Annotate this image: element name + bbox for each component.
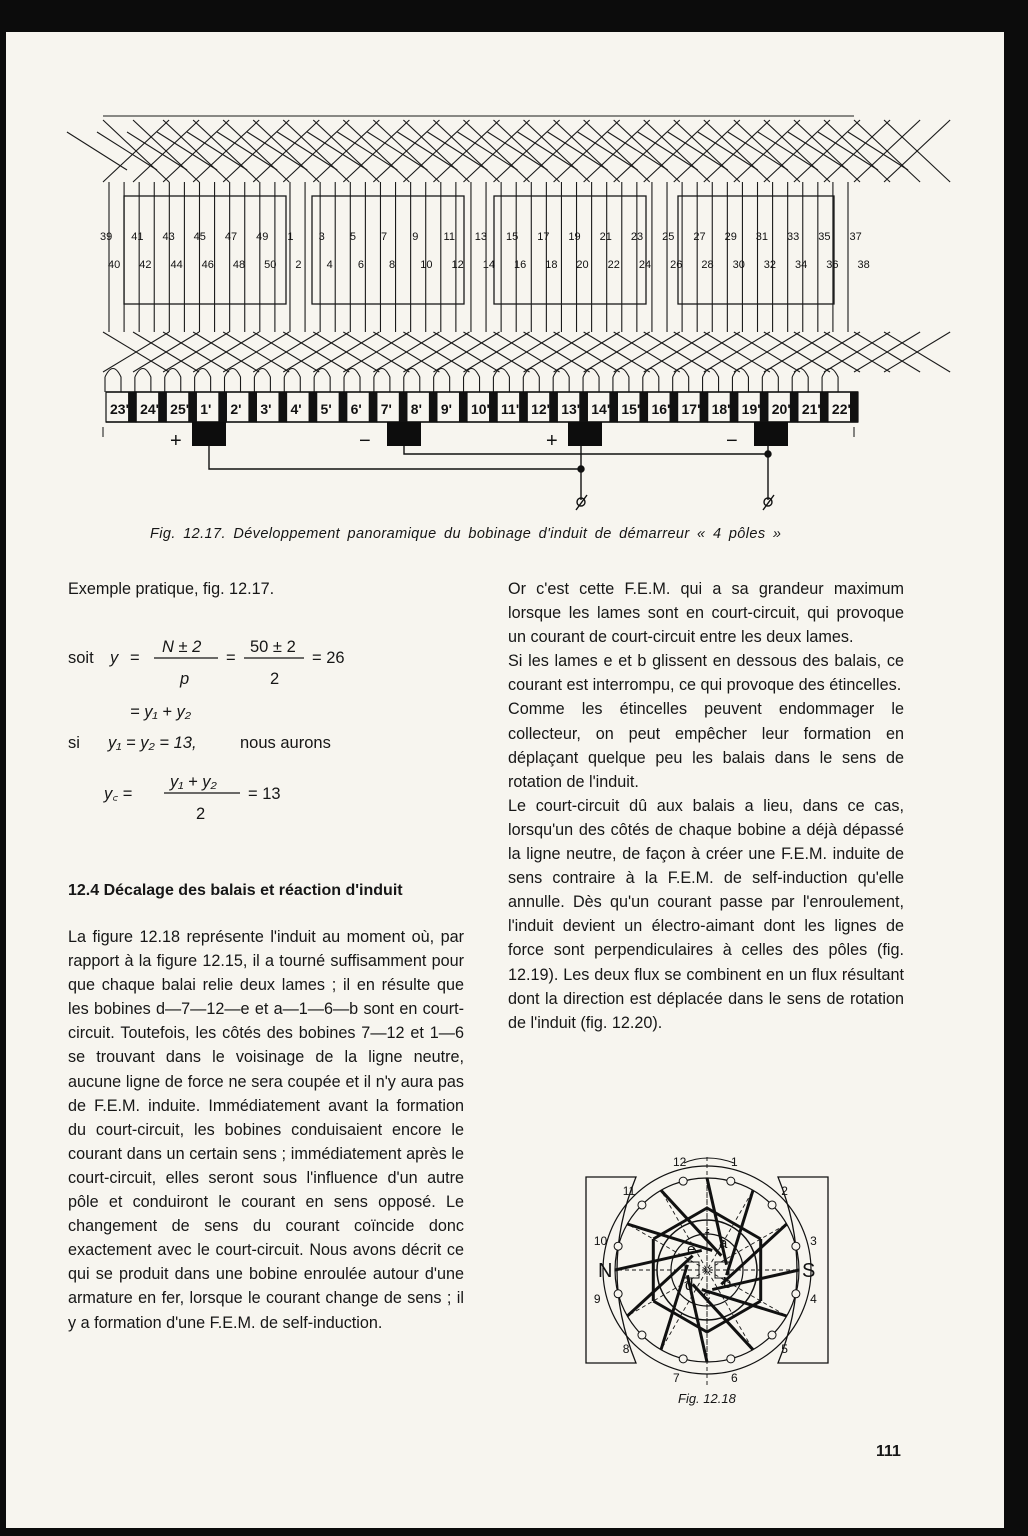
conductor-number: 2 xyxy=(781,1183,788,1198)
slot-number: 10 xyxy=(420,259,433,271)
formula-y: y xyxy=(110,649,119,667)
formula-line2: = y₁ + y₂ xyxy=(130,703,192,721)
slot-number: 38 xyxy=(857,259,870,271)
segment-letter: e xyxy=(687,1241,696,1258)
conductor-marker xyxy=(614,1242,622,1250)
formula-den3: 2 xyxy=(196,805,206,823)
slot-number: 28 xyxy=(701,259,714,271)
page-number: 111 xyxy=(876,1443,901,1460)
right-paragraph-2: Si les lames e et b glissent en dessous des balais, ce courant est interrompu, ce qui provoque des étincelles. xyxy=(508,652,904,695)
formula-den1: p xyxy=(180,670,190,688)
right-paragraph-1: Or c'est cette F.E.M. qui a sa grandeur maximum lorsque les lames sont en court-circuit, qui provoque un courant de court-circuit entre les deux lames. xyxy=(508,580,904,647)
conductor-number: 11 xyxy=(622,1183,636,1198)
slot-number: 44 xyxy=(170,259,183,271)
conductor-marker xyxy=(727,1177,735,1185)
commutator-segment-label: 5' xyxy=(320,401,332,417)
slot-number: 23 xyxy=(630,231,644,243)
figure-caption: Fig. 12.17. Développement panoramique du bobinage d'induit de démarreur « 4 pôles » xyxy=(150,526,782,542)
conductor-marker xyxy=(768,1331,776,1339)
slot-number: 17 xyxy=(537,231,550,243)
slot-number: 45 xyxy=(193,231,206,243)
commutator-segment-label: 22' xyxy=(831,401,851,417)
slot-number: 4 xyxy=(326,259,333,271)
conductor-marker xyxy=(638,1331,646,1339)
commutator-segment-label: 13' xyxy=(561,401,581,417)
conductor-marker xyxy=(614,1290,622,1298)
brush xyxy=(192,422,226,446)
commutator-segment-label: 18' xyxy=(711,401,731,417)
formula-result3: = 13 xyxy=(248,785,281,803)
slot-number: 12 xyxy=(451,259,464,271)
slot-number: 46 xyxy=(201,259,214,271)
conductor-marker xyxy=(727,1355,735,1363)
slot-number: 40 xyxy=(108,259,121,271)
slot-number: 21 xyxy=(599,231,612,243)
slot-number: 48 xyxy=(232,259,246,271)
north-pole-label: N xyxy=(598,1260,613,1282)
conductor-marker xyxy=(792,1242,800,1250)
commutator-segment-label: 19' xyxy=(741,401,761,417)
segment-letter: a xyxy=(719,1235,728,1252)
formula-yc: y꜀ = xyxy=(104,785,133,803)
commutator-segment-label: 9' xyxy=(440,401,453,417)
brush-polarity-sign: + xyxy=(170,430,182,452)
conductor-number: 1 xyxy=(730,1154,738,1169)
conductor-number: 6 xyxy=(730,1371,738,1386)
slot-number: 31 xyxy=(755,231,769,243)
slot-number: 39 xyxy=(100,231,113,243)
conductor-number: 4 xyxy=(810,1291,817,1306)
formula-num1: N ± 2 xyxy=(162,638,202,656)
winding-lines xyxy=(67,116,950,392)
conductor-number: 9 xyxy=(593,1291,601,1306)
segment-letter: d xyxy=(685,1277,694,1294)
conductor-number: 3 xyxy=(810,1234,817,1249)
formula-line3b: nous aurons xyxy=(240,734,331,752)
brush-wiring xyxy=(209,446,774,510)
slot-number: 33 xyxy=(787,231,800,243)
commutator-segment-label: 25' xyxy=(170,401,190,417)
commutator-segment-label: 14' xyxy=(591,401,611,417)
right-paragraph-3: Comme les étincelles peuvent endommager le collecteur, on peut empêcher leur formation en déplaçant quelque peu les balais dans le sens de rotation de l'induit. xyxy=(508,700,904,791)
slot-number: 30 xyxy=(732,259,745,271)
right-column xyxy=(508,577,904,1035)
example-label: Exemple pratique, fig. 12.17. xyxy=(68,580,275,598)
formula-eq1: = xyxy=(130,649,140,667)
formula-soit: soit xyxy=(68,649,94,667)
commutator-segment-label: 1' xyxy=(200,401,212,417)
slot-number: 19 xyxy=(568,231,581,243)
slot-number: 11 xyxy=(443,231,455,243)
slot-number: 2 xyxy=(295,259,302,271)
south-pole-label: S xyxy=(802,1260,816,1282)
slot-number: 14 xyxy=(482,259,495,271)
conductor-marker xyxy=(679,1177,687,1185)
slot-number: 22 xyxy=(607,259,620,271)
slot-number: 35 xyxy=(818,231,831,243)
formula-den2: 2 xyxy=(270,670,280,688)
left-column xyxy=(68,577,464,1335)
formula-block xyxy=(68,605,464,825)
commutator-segment-label: 4' xyxy=(290,401,302,417)
slot-number: 8 xyxy=(389,259,396,271)
commutator-segment-label: 16' xyxy=(651,401,671,417)
commutator-segment-label: 17' xyxy=(681,401,701,417)
section-heading: 12.4 Décalage des balais et réaction d'induit xyxy=(68,882,403,899)
commutator-segment-label: 23' xyxy=(110,401,129,417)
figure-12-18-caption: Fig. 12.18 xyxy=(678,1391,736,1406)
commutator-segment-label: 2' xyxy=(230,401,242,417)
formula-line3a: y₁ = y₂ = 13, xyxy=(108,734,197,752)
slot-number: 50 xyxy=(264,259,277,271)
commutator-segment-label: 12' xyxy=(531,401,551,417)
slot-number: 29 xyxy=(724,231,737,243)
conductor-number: 7 xyxy=(673,1371,680,1386)
slot-number: 27 xyxy=(693,231,706,243)
winding-diagram xyxy=(6,32,1004,522)
slot-number: 3 xyxy=(318,231,325,243)
formula-eq2: = xyxy=(226,649,236,667)
commutator-segment-label: 15' xyxy=(621,401,641,417)
slot-number: 47 xyxy=(224,231,238,243)
slot-number: 7 xyxy=(381,231,388,243)
conductor-number: 10 xyxy=(593,1234,608,1249)
slot-number: 42 xyxy=(139,259,152,271)
conductor-number: 5 xyxy=(781,1342,788,1357)
slot-number-labels xyxy=(100,231,870,271)
slot-number: 25 xyxy=(662,231,675,243)
conductor-marker xyxy=(638,1201,646,1209)
commutator-segment-label: 24' xyxy=(140,401,159,417)
commutator-segment-label: 7' xyxy=(380,401,392,417)
formula-num2: 50 ± 2 xyxy=(250,638,296,656)
slot-number: 18 xyxy=(545,259,558,271)
segment-letter: f xyxy=(705,1227,710,1244)
formula-si: si xyxy=(68,734,80,752)
brushes xyxy=(170,422,788,452)
slot-number: 34 xyxy=(795,259,808,271)
conductor-marker xyxy=(679,1355,687,1363)
slot-number: 16 xyxy=(513,259,527,271)
book-page xyxy=(6,32,1004,1528)
formula-num3: y₁ + y₂ xyxy=(170,773,217,791)
slot-number: 36 xyxy=(826,259,839,271)
commutator-segment-label: 21' xyxy=(801,401,821,417)
slot-number: 49 xyxy=(256,231,269,243)
slot-number: 32 xyxy=(763,259,777,271)
segment-letter: c xyxy=(703,1287,711,1304)
left-paragraph: La figure 12.18 représente l'induit au moment où, par rapport à la figure 12.15, il a tourné suffisamment pour que chaque balai relie deux lames ; il en résulte que les bobines d—7—12—e et a—1—6—b sont en court-circuit. Toutefois, les côtés des bobines 7—12 et 1—6 se trouvant dans le voisinage de la ligne neutre, aucune ligne de force ne sera coupée et il n'y aura pas de F.E.M. induite. Immédiatement avant la formation du court-circuit, les bobines conduisaient encore le courant dans un certain sens ; immédiatement après le court-circuit, elles seront sous l'influence d'un autre pôle et conduiront le courant en sens opposé. Le changement de sens du courant coïncide donc exactement avec le court-circuit. Nous avons décrit ce qui se produit dans une bobine enroulée autour d'une armature en fer, lorsque le courant change de sens ; il y a formation d'une F.E.M. de self-induction. xyxy=(68,928,464,1332)
slot-number: 13 xyxy=(474,231,487,243)
slot-number: 6 xyxy=(357,259,364,271)
slot-number: 5 xyxy=(349,231,356,243)
slot-number: 43 xyxy=(162,231,175,243)
conductor-marker xyxy=(768,1201,776,1209)
conductor-marker xyxy=(792,1290,800,1298)
commutator-segment-label: 20' xyxy=(771,401,791,417)
slot-number: 20 xyxy=(576,259,589,271)
segment-letter: b xyxy=(723,1275,732,1292)
commutator-segment-label: 10' xyxy=(470,401,490,417)
slot-number: 1 xyxy=(287,231,294,243)
brush-polarity-sign: − xyxy=(359,430,371,452)
slot-number: 26 xyxy=(670,259,683,271)
brush-polarity-sign: + xyxy=(546,430,558,452)
brush xyxy=(387,422,421,446)
slot-number: 37 xyxy=(849,231,862,243)
commutator-segment-label: 11' xyxy=(501,401,520,417)
commutator-segment-label: 3' xyxy=(260,401,272,417)
slot-number: 9 xyxy=(412,231,419,243)
slot-number: 24 xyxy=(638,259,652,271)
slot-number: 41 xyxy=(131,231,144,243)
conductor-number: 8 xyxy=(622,1342,630,1357)
brush-polarity-sign: − xyxy=(726,430,738,452)
slot-number: 15 xyxy=(505,231,519,243)
conductor-number: 12 xyxy=(673,1154,687,1169)
dashed-diagonals xyxy=(617,1154,797,1385)
commutator-segment-label: 6' xyxy=(350,401,362,417)
right-paragraph-4: Le court-circuit dû aux balais a lieu, dans ce cas, lorsqu'un des côtés de chaque bobine a déjà dépassé la ligne neutre, de façon à créer une F.E.M. induite de sens contraire à la F.E.M. de self-induction qu'elle annulle. Dès qu'un courant passe par l'enroulement, l'induit devient un électro-aimant dont les lignes de force sont perpendiculaires à celles des pôles (fig. 12.19). Les deux flux se combinent en un flux résultant dont la direction est déplacée dans le sens de rotation de l'induit (fig. 12.20). xyxy=(508,796,904,1032)
brush xyxy=(568,422,602,446)
brush xyxy=(754,422,788,446)
commutator-segment-label: 8' xyxy=(410,401,422,417)
armature-diagram xyxy=(576,1153,838,1393)
formula-result1: = 26 xyxy=(312,649,345,667)
